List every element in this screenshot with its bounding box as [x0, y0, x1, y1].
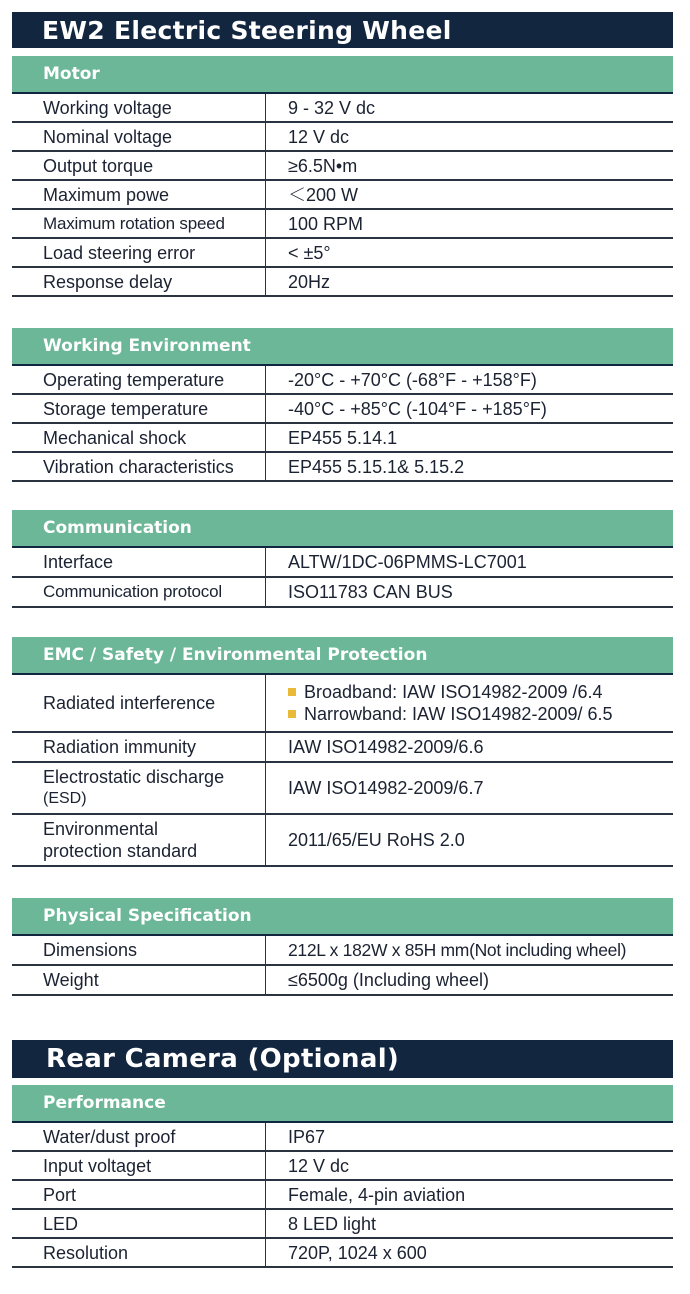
spec-label: Load steering error: [12, 239, 266, 266]
spec-label: Interface: [12, 548, 266, 576]
spec-label: Maximum powe: [12, 181, 266, 208]
spec-label: Communication protocol: [12, 578, 266, 606]
spec-value: [266, 675, 673, 731]
spec-value: -20°C - +70°C (-68°F - +158°F): [288, 369, 537, 390]
spec-label: Output torque: [12, 152, 266, 179]
table-row: [12, 210, 673, 239]
motor-section: [12, 56, 673, 297]
spec-value: 212L x 182W x 85H mm(Not including wheel): [288, 940, 627, 960]
page-title: EW2 Electric Steering Wheel: [12, 12, 673, 48]
section-heading-emc: EMC / Safety / Environmental Protection: [12, 637, 673, 675]
spec-value: IP67: [288, 1126, 326, 1147]
table-row: [12, 936, 673, 966]
spec-value: 12 V dc: [288, 1155, 350, 1176]
environment-section: [12, 328, 673, 482]
spec-value: ＜200 W: [288, 184, 359, 205]
list-item: [288, 703, 613, 725]
table-row: [12, 453, 673, 482]
section-heading-motor: Motor: [12, 56, 673, 94]
table-row: [12, 395, 673, 424]
spec-value: EP455 5.15.1& 5.15.2: [288, 456, 465, 477]
spec-value: -40°C - +85°C (-104°F - +185°F): [288, 398, 547, 419]
spec-value: ISO11783 CAN BUS: [288, 582, 453, 602]
table-row: [12, 94, 673, 123]
table-row: [12, 366, 673, 395]
section-heading-performance: Performance: [12, 1085, 673, 1123]
spec-label: [12, 763, 266, 813]
spec-value: IAW ISO14982-2009/6.7: [288, 778, 484, 798]
spec-label: Dimensions: [12, 936, 266, 964]
table-row: [12, 578, 673, 608]
spec-value: 100 RPM: [288, 213, 364, 234]
table-row: [12, 1239, 673, 1268]
table-row: [12, 548, 673, 578]
bullet-icon: [288, 688, 296, 696]
list-item: [288, 681, 603, 703]
physical-section: [12, 898, 673, 996]
spec-value: Female, 4-pin aviation: [288, 1184, 466, 1205]
spec-value: EP455 5.14.1: [288, 427, 398, 448]
section-heading-physical: Physical Specification: [12, 898, 673, 936]
spec-label: Weight: [12, 966, 266, 994]
spec-label: Radiation immunity: [12, 733, 266, 761]
spec-value: IAW ISO14982-2009/6.6: [288, 737, 484, 757]
spec-label: LED: [12, 1210, 266, 1237]
spec-value: 8 LED light: [288, 1213, 377, 1234]
camera-title: Rear Camera (Optional): [12, 1040, 673, 1078]
spec-label-line: Electrostatic discharge: [43, 767, 225, 787]
spec-label: Input voltaget: [12, 1152, 266, 1179]
table-row: [12, 1181, 673, 1210]
table-row: [12, 1210, 673, 1239]
spec-label-line: (ESD): [43, 790, 87, 807]
spec-label-line: Environmental: [43, 819, 159, 839]
table-row: [12, 733, 673, 763]
emc-section: [12, 637, 673, 867]
spec-value-line: Narrowband: IAW ISO14982-2009/ 6.5: [304, 704, 613, 724]
spec-value: 12 V dc: [288, 126, 350, 147]
spec-label: Working voltage: [12, 94, 266, 121]
table-row: [12, 1123, 673, 1152]
table-row: [12, 123, 673, 152]
spec-label: Radiated interference: [12, 675, 266, 731]
section-heading-communication: Communication: [12, 510, 673, 548]
spec-label: Water/dust proof: [12, 1123, 266, 1150]
spec-value: ALTW/1DC-06PMMS-LC7001: [288, 552, 527, 572]
spec-label: [12, 815, 266, 865]
spec-value: 2011/65/EU RoHS 2.0: [288, 830, 465, 850]
table-row: [12, 815, 673, 867]
table-row: [12, 239, 673, 268]
spec-label: Maximum rotation speed: [12, 210, 266, 237]
spec-value: ≥6.5N•m: [288, 155, 358, 176]
table-row: [12, 268, 673, 297]
performance-section: [12, 1085, 673, 1268]
table-row: [12, 763, 673, 815]
table-row: [12, 424, 673, 453]
spec-value-line: Broadband: IAW ISO14982-2009 /6.4: [304, 682, 603, 702]
spec-value: 720P, 1024 x 600: [288, 1242, 427, 1263]
spec-label: Operating temperature: [12, 366, 266, 393]
spec-label: Port: [12, 1181, 266, 1208]
spec-value: 20Hz: [288, 271, 331, 292]
communication-section: [12, 510, 673, 608]
table-row: [12, 966, 673, 996]
table-row: [12, 1152, 673, 1181]
spec-value: ≤6500g (Including wheel): [288, 970, 490, 990]
spec-label-line: protection standard: [43, 841, 198, 861]
spec-label: Mechanical shock: [12, 424, 266, 451]
spec-label: Nominal voltage: [12, 123, 266, 150]
table-row: [12, 181, 673, 210]
spec-value: 9 - 32 V dc: [288, 97, 376, 118]
table-row: [12, 152, 673, 181]
section-heading-environment: Working Environment: [12, 328, 673, 366]
spec-label: Vibration characteristics: [12, 453, 266, 480]
spec-label: Response delay: [12, 268, 266, 295]
spec-value: < ±5°: [288, 242, 331, 263]
spec-label: Storage temperature: [12, 395, 266, 422]
bullet-icon: [288, 710, 296, 718]
spec-label: Resolution: [12, 1239, 266, 1266]
table-row: [12, 675, 673, 733]
